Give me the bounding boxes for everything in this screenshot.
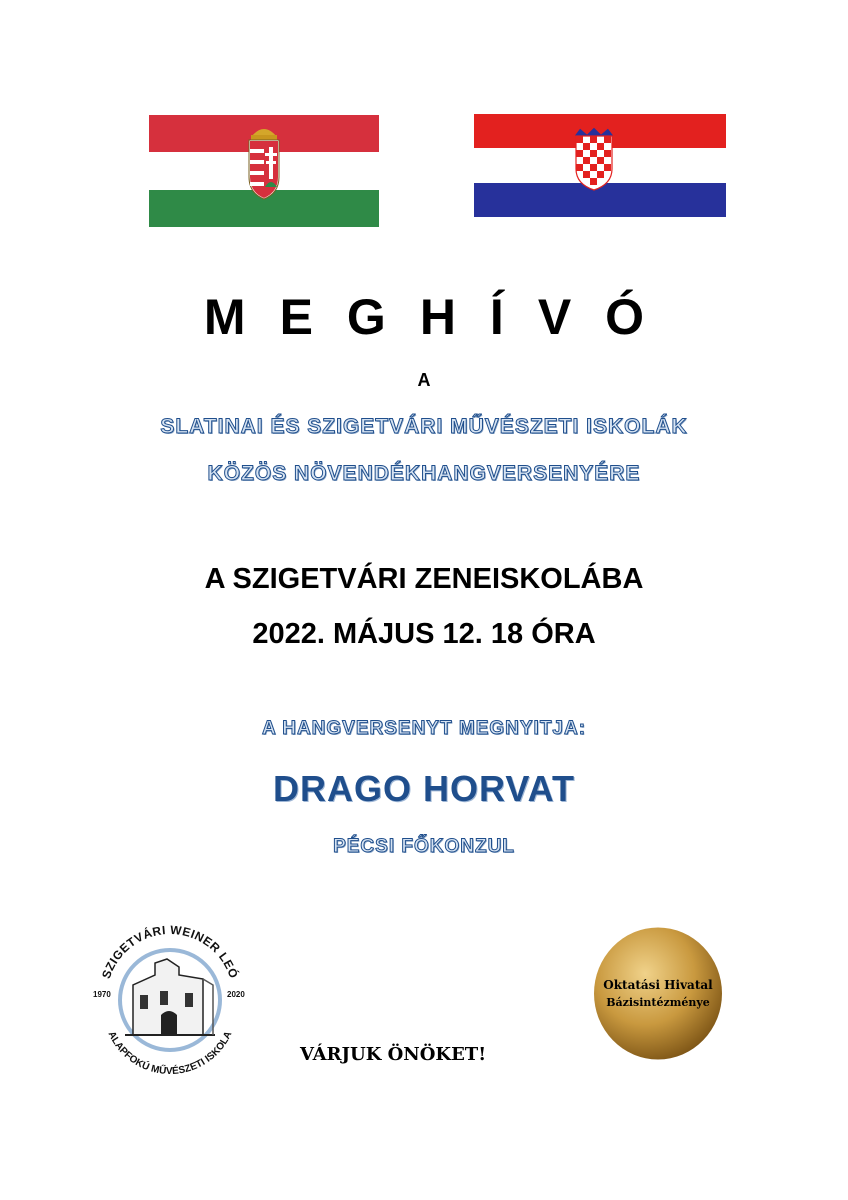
opener-name: DRAGO HORVAT <box>272 768 575 809</box>
opener-label: A HANGVERSENYT MEGNYITJA: <box>261 718 587 739</box>
venue-text: A SZIGETVÁRI ZENEISKOLÁBA <box>204 563 644 595</box>
seal-line-1: Oktatási Hivatal <box>603 978 713 992</box>
school-logo-top-text: SZIGETVÁRI WEINER LEÓ <box>99 922 241 981</box>
article-a: A <box>417 370 431 390</box>
school-logo-year-end: 2020 <box>227 990 245 999</box>
date-time-text: 2022. MÁJUS 12. 18 ÓRA <box>252 618 596 650</box>
seal-line-2: Bázisintézménye <box>606 996 710 1009</box>
event-line-1: SLATINAI ÉS SZIGETVÁRI MŰVÉSZETI ISKOLÁK <box>160 415 688 438</box>
croatia-flag <box>474 114 726 217</box>
hungary-flag <box>149 115 379 227</box>
opener-role: PÉCSI FŐKONZUL <box>333 836 515 857</box>
closing-text: VÁRJUK ÖNÖKET! <box>300 1044 487 1065</box>
education-office-seal <box>593 927 723 1060</box>
school-logo-bottom-text: ALAPFOKÚ MŰVÉSZETI ISKOLA <box>105 1029 235 1075</box>
event-line-2: KÖZÖS NÖVENDÉKHANGVERSENYÉRE <box>207 462 641 485</box>
invitation-title: MEGHÍVÓ <box>203 289 679 345</box>
school-logo-year-start: 1970 <box>93 990 111 999</box>
hungary-coat-of-arms-icon <box>249 129 279 199</box>
school-logo <box>85 915 255 1075</box>
croatia-coat-of-arms-icon <box>574 127 614 190</box>
